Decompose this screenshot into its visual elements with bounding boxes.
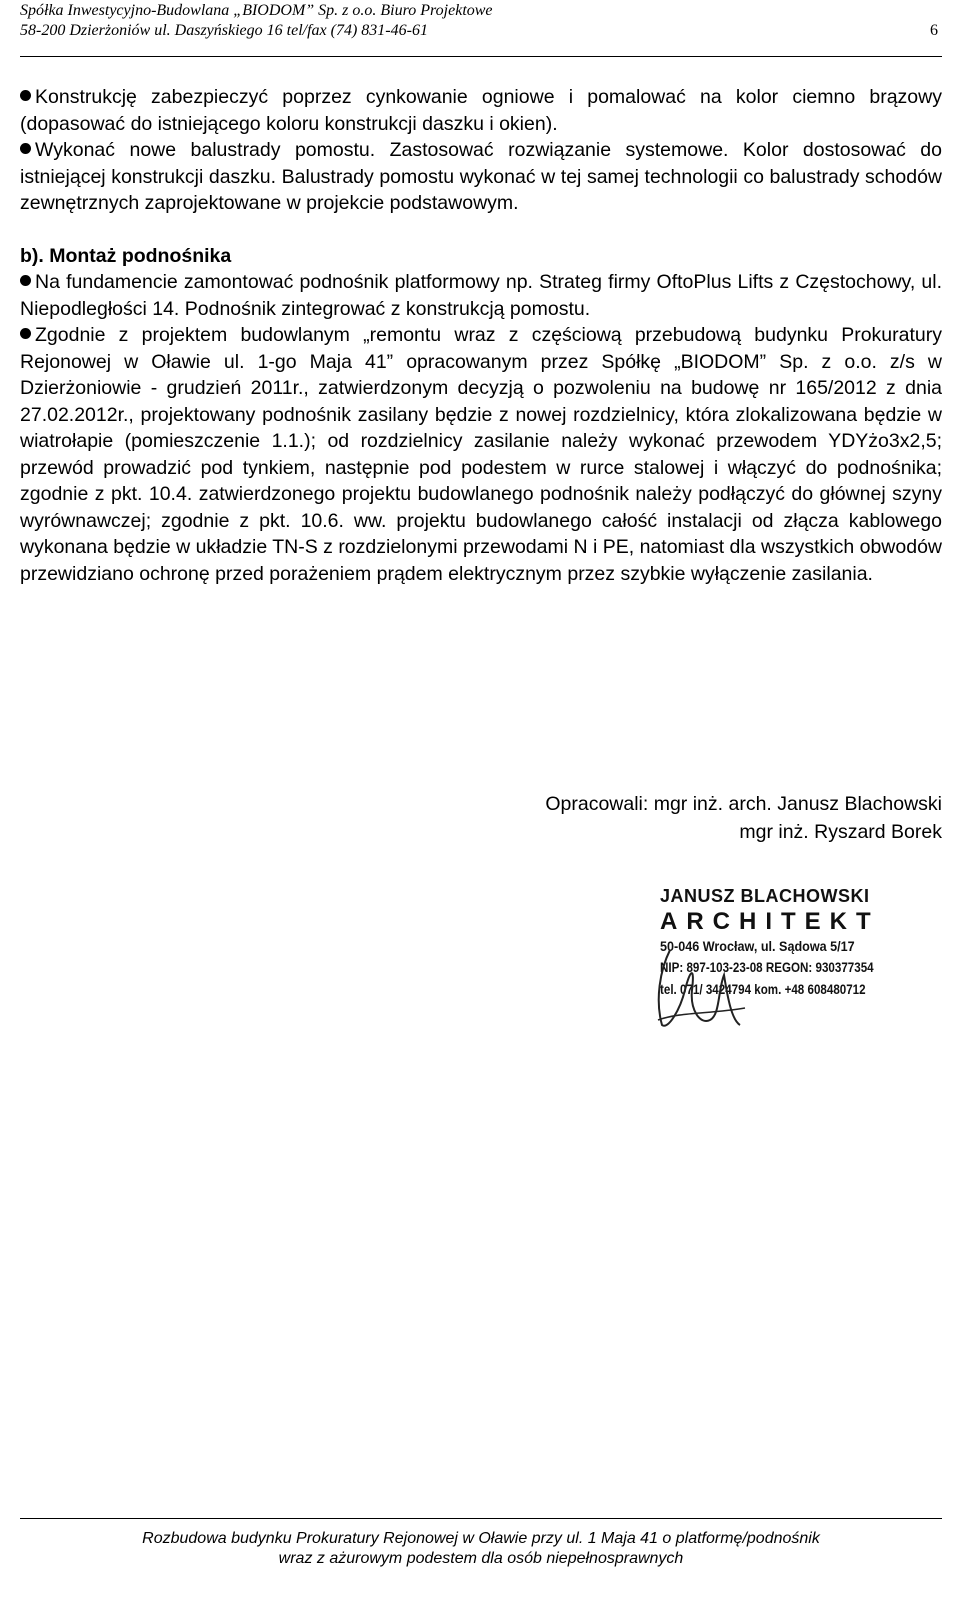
- bullet-icon: [20, 143, 31, 154]
- list-item-text: Wykonać nowe balustrady pomostu. Zastosować rozwiązanie systemowe. Kolor dostosować do istniejącej konstrukcji daszku. Balustrady pomostu wykonać w tej samej technologii co balustrady schodów zewnętrznych zaprojektowane w projekcie podstawowym.: [20, 139, 942, 214]
- page-footer: [20, 1518, 942, 1569]
- section-heading: b). Montaż podnośnika: [20, 244, 232, 267]
- stamp-ids: NIP: 897-103-23-08 REGON: 930377354: [660, 960, 874, 975]
- list-item: [20, 137, 942, 217]
- handwritten-signature-icon: [640, 930, 750, 1040]
- page-header: [20, 0, 942, 57]
- bullet-icon: [20, 275, 31, 286]
- list-item: [20, 322, 942, 587]
- page-number: 6: [930, 22, 938, 39]
- bullet-icon: [20, 328, 31, 339]
- stamp-title: ARCHITEKT: [660, 908, 880, 935]
- stamp-address: 50-046 Wrocław, ul. Sądowa 5/17: [660, 938, 855, 954]
- list-item-text: Konstrukcję zabezpieczyć poprzez cynkowanie ogniowe i pomalować na kolor ciemno brązowy (dopasować do istniejącego koloru konstrukcji daszku i okien).: [20, 86, 942, 135]
- header-company-line: Spółka Inwestycyjno-Budowlana „BIODOM” Sp. z o.o. Biuro Projektowe: [20, 2, 493, 19]
- list-item: [20, 269, 942, 322]
- list-item-text: Na fundamencie zamontować podnośnik platformowy np. Strateg firmy OftoPlus Lifts z Częstochowy, ul. Niepodległości 14. Podnośnik zintegrować z konstrukcją pomostu.: [20, 271, 942, 320]
- author-line-1: Opracowali: mgr inż. arch. Janusz Blachowski: [545, 793, 942, 815]
- document-body: [20, 84, 942, 587]
- header-address-line: 58-200 Dzierżoniów ul. Daszyńskiego 16 tel/fax (74) 831-46-61: [20, 22, 428, 39]
- footer-line-1: Rozbudowa budynku Prokuratury Rejonowej w Oławie przy ul. 1 Maja 41 o platformę/podnośnik: [142, 1530, 820, 1547]
- signature-block: [545, 790, 942, 846]
- list-item: [20, 84, 942, 137]
- bullet-icon: [20, 90, 31, 101]
- stamp-name: JANUSZ BLACHOWSKI: [660, 886, 870, 906]
- footer-line-2: wraz z ażurowym podestem dla osób niepełnosprawnych: [278, 1550, 684, 1567]
- list-item-text: Zgodnie z projektem budowlanym „remontu wraz z częściową przebudową budynku Prokuratury Rejonowej w Oławie ul. 1-go Maja 41” opracowanym przez Spółkę „BIODOM” Sp. z o.o. z/s w Dzierżoniowie - grudzień 2011r., zatwierdzonym decyzją o pozwoleniu na budowę nr 165/2012 z dnia 27.02.2012r., projektowany podnośnik zasilany będzie z nowej rozdzielnicy, która zlokalizowana będzie w wiatrołapie (pomieszczenie 1.1.); od rozdzielnicy zasilanie należy wykonać przewodem YDYżo3x2,5; przewód prowadzić pod tynkiem, następnie pod podestem w rurce stalowej i włączyć do podnośnika; zgodnie z pkt. 10.4. zatwierdzonego projektu budowlanego podnośnik należy podłączyć do głównej szyny wyrównawczej; zgodnie z pkt. 10.6. ww. projektu budowlanego całość instalacji od złącza kablowego wykonana będzie w układzie TN-S z rozdzielonymi przewodami N i PE, natomiast dla wszystkich obwodów przewidziano ochronę przed porażeniem prądem elektrycznym przez szybkie wyłączenie zasilania.: [20, 324, 942, 585]
- stamp-phones: tel. 071/ 3424794 kom. +48 608480712: [660, 982, 866, 997]
- author-line-2: mgr inż. Ryszard Borek: [739, 821, 942, 843]
